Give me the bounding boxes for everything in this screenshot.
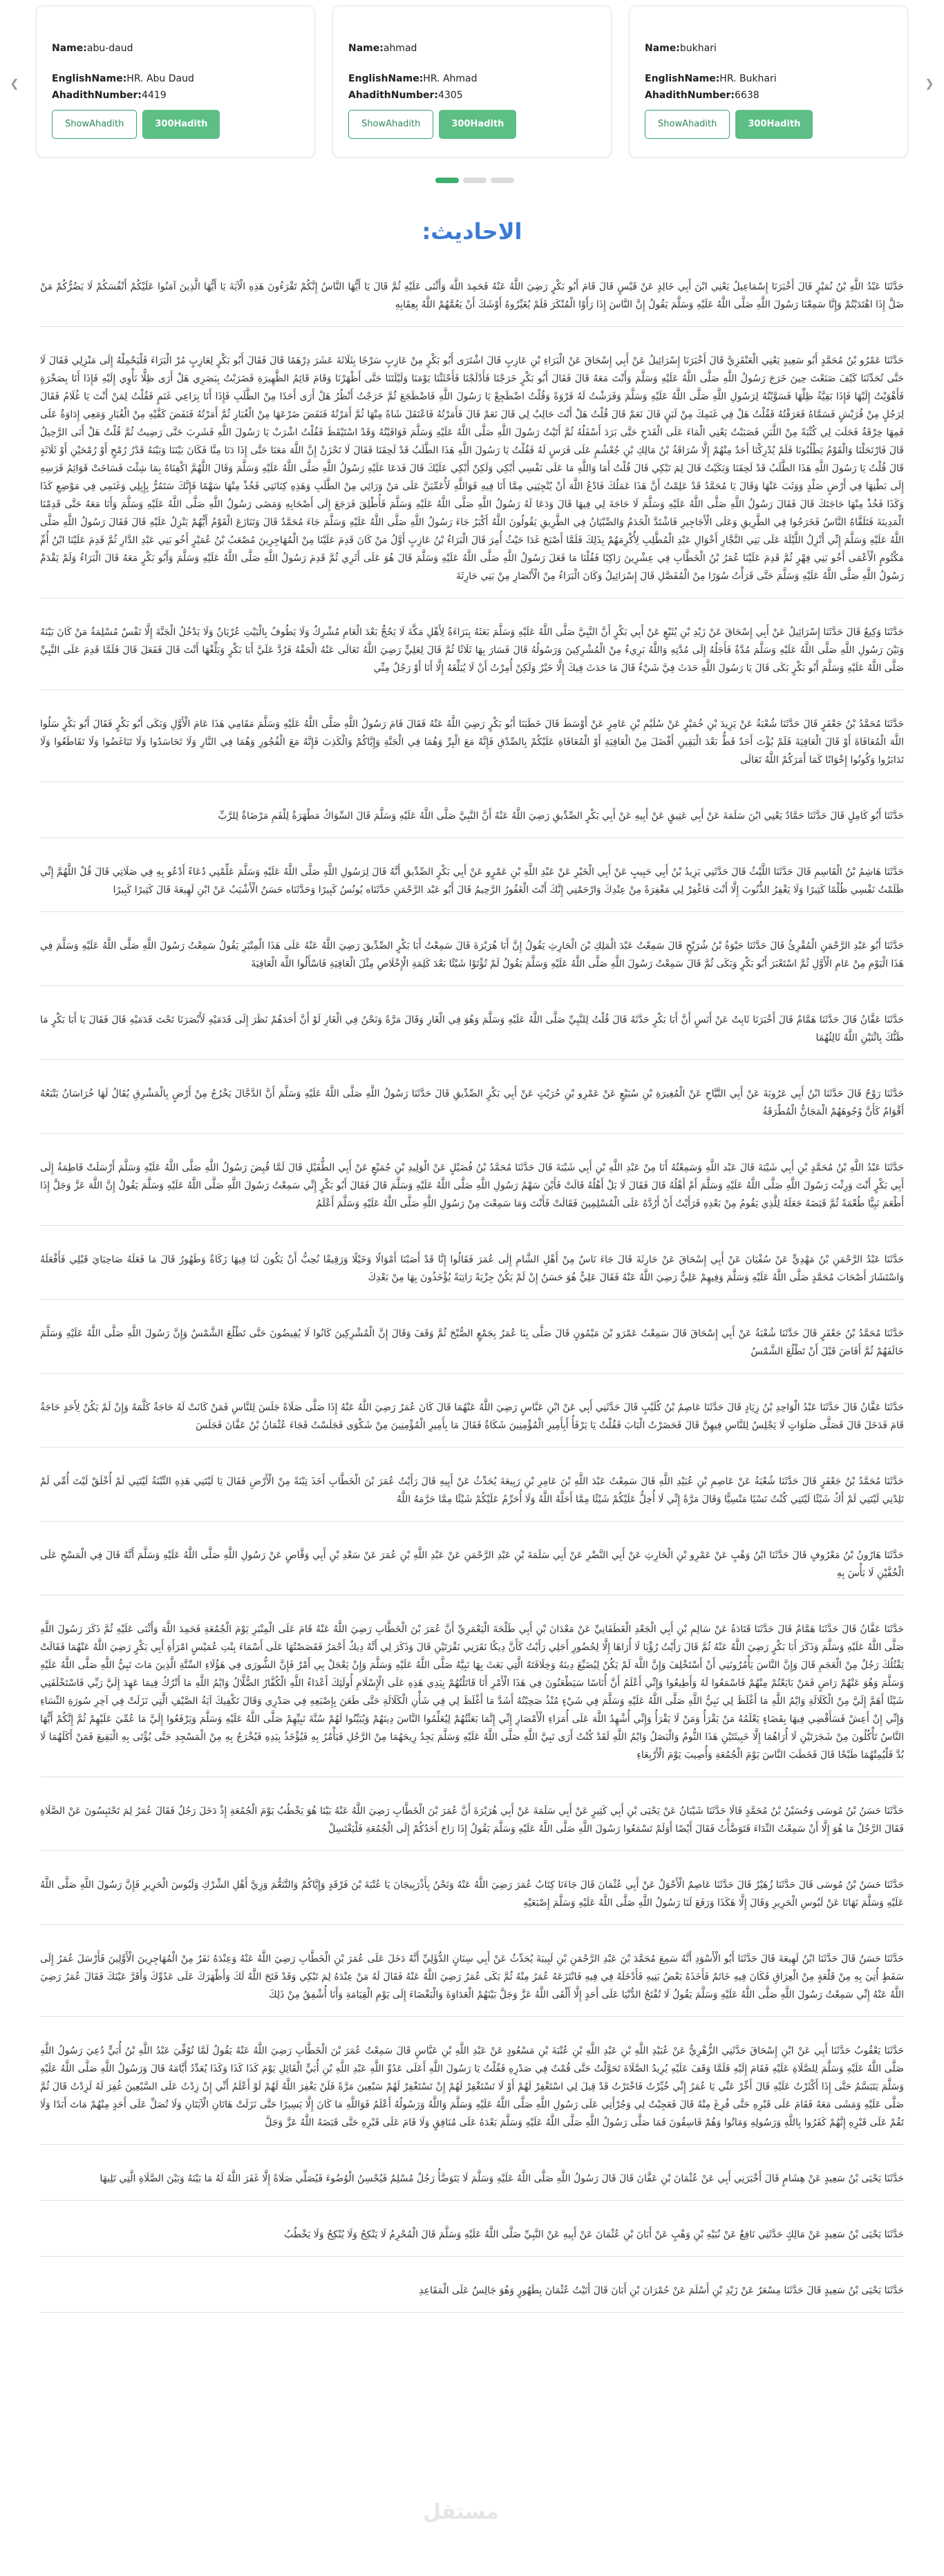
hadith-text: حَدَّثَنَا يَعْقُوبُ حَدَّثَنَا أَبِي عَنْ ابْنِ إِسْحَاقَ حَدَّثَنِي الزُّهْرِيُّ عَنْ عُبَيْدِ اللَّهِ بْنِ عَبْدِ اللَّهِ بْنِ عُتْبَةَ بْنِ مَسْعُودٍ عَنْ عَبْدِ اللَّهِ بْنِ عَبَّاسٍ قَالَ سَمِعْتُ عُمَرَ بْنَ الْخَطَّابِ رَضِيَ اللَّهُ عَنْهُ يَقُولُ لَمَّا تُوُفِّيَ عَبْدُ اللَّهِ بْنُ أُبَيٍّ دُعِيَ رَسُولُ اللَّهِ صَلَّى اللَّهُ عَلَيْهِ وَسَلَّمَ لِلصَّلَاةِ عَلَيْهِ فَقَامَ إِلَيْهِ فَلَمَّا وَقَفَ عَلَيْهِ يُرِيدُ الصَّلَاةَ تَحَوَّلْتُ حَتَّى قُمْتُ فِي صَدْرِهِ فَقُلْتُ يَا رَسُولَ اللَّهِ أَعَلَى عَدُوِّ اللَّهِ عَبْدِ اللَّهِ بْنِ أُبَيٍّ الْقَائِلِ يَوْمَ كَذَا كَذَا وَكَذَا يُعَدِّدُ أَيَّامَهُ قَالَ وَرَسُولُ اللَّهِ صَلَّى اللَّهُ عَلَيْهِ وَسَلَّمَ يَتَبَسَّمُ حَتَّى إِذَا أَكْثَرْتُ عَلَيْهِ قَالَ أَخِّرْ عَنِّي يَا عُمَرُ إِنِّي خُيِّرْتُ فَاخْتَرْتُ قَدْ قِيلَ لِي اسْتَغْفِرْ لَهُمْ أَوْ لَا تَسْتَغْفِرْ لَهُمْ إِنْ تَسْتَغْفِرْ لَهُمْ سَبْعِينَ مَرَّةً فَلَنْ يَغْفِرَ اللَّهُ لَهُمْ لَوْ أَعْلَمُ أَنِّي إِنْ زِدْتُ عَلَى السَّبْعِينَ غُفِرَ لَهُ لَزِدْتُ قَالَ ثُمَّ صَلَّى عَلَيْهِ وَمَشَى مَعَهُ فَقَامَ عَلَى قَبْرِهِ حَتَّى فُرِغَ مِنْهُ قَالَ فَعَجِبْتُ لِي وَجُرْأَتِي عَلَى رَسُولِ اللَّهِ صَلَّى اللَّهُ عَلَيْهِ وَسَلَّمَ وَاللَّهُ وَرَسُولُهُ أَعْلَمُ فَوَاللَّهِ مَا كَانَ إِلَّا يَسِيرًا حَتَّى نَزَلَتْ هَاتَانِ الْآيَتَانِ وَلَا تُصَلِّ عَلَى أَحَدٍ مِنْهُمْ مَاتَ أَبَدًا وَلَا تَقُمْ عَلَى قَبْرِهِ إِنَّهُمْ كَفَرُوا بِاللَّهِ وَرَسُولِهِ وَمَاتُوا وَهُمْ فَاسِقُونَ فَمَا صَلَّى رَسُولُ اللَّهِ صَلَّى اللَّهُ عَلَيْهِ وَسَلَّمَ بَعْدَهُ عَلَى مُنَافِقٍ وَلَا قَامَ عَلَى قَبْرِهِ حَتَّى قَبَضَهُ اللَّهُ عَزَّ وَجَلَّ [40, 2045, 904, 2128]
book-card [36, 6, 315, 158]
hadith-item [40, 1244, 904, 1300]
hadith-text: حَدَّثَنَا رَوْحٌ قَالَ حَدَّثَنَا ابْنُ أَبِي عَرُوبَةَ عَنْ أَبِي التَّيَّاحِ عَنْ الْمُغِيرَةِ بْنِ سُبَيْعٍ عَنْ عَمْرِو بْنِ حُرَيْثٍ عَنْ أَبِي بَكْرٍ الصِّدِّيقِ قَالَ حَدَّثَنَا رَسُولُ اللَّهِ صَلَّى اللَّهُ عَلَيْهِ وَسَلَّمَ أَنَّ الدَّجَّالَ يَخْرُجُ مِنْ أَرْضٍ بِالْمَشْرِقِ يُقَالُ لَهَا خُرَاسَانُ يَتْبَعُهُ أَقْوَامٌ كَأَنَّ وُجُوهَهُمْ الْمَجَانُّ الْمُطْرَقَةُ [40, 1088, 904, 1117]
book-name-row [645, 42, 892, 55]
book-count: 4305 [438, 90, 463, 101]
hadith-text: حَدَّثَنَا هَاشِمُ بْنُ الْقَاسِمِ قَالَ حَدَّثَنَا اللَّيْثُ قَالَ حَدَّثَنِي يَزِيدُ بْنُ أَبِي حَبِيبٍ عَنْ أَبِي الْخَيْرِ عَنْ عَبْدِ اللَّهِ بْنِ عَمْرٍو عَنْ أَبِي بَكْرٍ الصِّدِّيقِ أَنَّهُ قَالَ لِرَسُولِ اللَّهِ صَلَّى اللَّهُ عَلَيْهِ وَسَلَّمَ عَلِّمْنِي دُعَاءً أَدْعُو بِهِ فِي صَلَاتِي قَالَ قُلْ اللَّهُمَّ إِنِّي ظَلَمْتُ نَفْسِي ظُلْمًا كَثِيرًا وَلَا يَغْفِرُ الذُّنُوبَ إِلَّا أَنْتَ فَاغْفِرْ لِي مَغْفِرَةً مِنْ عِنْدِكَ وَارْحَمْنِي إِنَّكَ أَنْتَ الْغَفُورُ الرَّحِيمُ قَالَ أَبُو عَبْد الرَّحْمَنِ حَدَّثَنَاه يُونُسُ كَبِيرًا وَحَدَّثَنَاه حَسَنٌ الْأَشْيَبُ عَنْ ابْنِ لَهِيعَةَ قَالَ كَثِيرًا كَبِيرًا [40, 866, 904, 896]
page-title: الاحاديث: [422, 218, 522, 245]
hadith-text: حَدَّثَنَا عَمْرُو بْنُ مُحَمَّدٍ أَبُو سَعِيدٍ يَعْنِي الْعَنْقَزِيَّ قَالَ أَخْبَرَنَا إِسْرَائِيلُ عَنْ أَبِي إِسْحَاقَ عَنْ الْبَرَاءِ بْنِ عَازِبٍ قَالَ اشْتَرَى أَبُو بَكْرٍ مِنْ عَازِبٍ سَرْجًا بِثَلَاثَةَ عَشَرَ دِرْهَمًا قَالَ فَقَالَ أَبُو بَكْرٍ لِعَازِبٍ مُرْ الْبَرَاءَ فَلْيَحْمِلْهُ إِلَى مَنْزِلِي فَقَالَ لَا حَتَّى تُحَدِّثَنَا كَيْفَ صَنَعْتَ حِينَ خَرَجَ رَسُولُ اللَّهِ صَلَّى اللَّهُ عَلَيْهِ وَسَلَّمَ وَأَنْتَ مَعَهُ قَالَ فَقَالَ أَبُو بَكْرٍ خَرَجْنَا فَأَدْلَجْنَا فَأَحْثَثْنَا يَوْمَنَا وَلَيْلَتَنَا حَتَّى أَظْهَرْنَا وَقَامَ قَائِمُ الظَّهِيرَةِ فَضَرَبْتُ بِبَصَرِي هَلْ أَرَى ظِلًّا نَأْوِي إِلَيْهِ فَإِذَا أَنَا بِصَخْرَةٍ فَأَهْوَيْتُ إِلَيْهَا فَإِذَا بَقِيَّةُ ظِلِّهَا فَسَوَّيْتُهُ لِرَسُولِ اللَّهِ صَلَّى اللَّهُ عَلَيْهِ وَسَلَّمَ وَفَرَشْتُ لَهُ فَرْوَةً وَقُلْتُ اضْطَجِعْ يَا رَسُولَ اللَّهِ فَاضْطَجَعَ ثُمَّ خَرَجْتُ أَنْظُرُ هَلْ أَرَى أَحَدًا مِنْ الطَّلَبِ فَإِذَا أَنَا بِرَاعِي غَنَمٍ فَقُلْتُ لِمَنْ أَنْتَ يَا غُلَامُ فَقَالَ لِرَجُلٍ مِنْ قُرَيْشٍ فَسَمَّاهُ فَعَرَفْتُهُ فَقُلْتُ هَلْ فِي غَنَمِكَ مِنْ لَبَنٍ قَالَ نَعَمْ قَالَ قُلْتُ هَلْ أَنْتَ حَالِبٌ لِي قَالَ نَعَمْ قَالَ فَأَمَرْتُهُ فَاعْتَقَلَ شَاةً مِنْهَا ثُمَّ أَمَرْتُهُ فَنَفَضَ ضَرْعَهَا مِنْ الْغُبَارِ ثُمَّ أَمَرْتُهُ فَنَفَضَ كَفَّيْهِ مِنْ الْغُبَارِ وَمَعِي إِدَاوَةٌ عَلَى فَمِهَا خِرْقَةٌ فَحَلَبَ لِي كُثْبَةً مِنْ اللَّبَنِ فَصَبَبْتُ يَعْنِي الْمَاءَ عَلَى الْقَدَحِ حَتَّى بَرَدَ أَسْفَلُهُ ثُمَّ أَتَيْتُ رَسُولَ اللَّهِ صَلَّى اللَّهُ عَلَيْهِ وَسَلَّمَ فَوَافَيْتُهُ وَقَدْ اسْتَيْقَظَ فَقُلْتُ اشْرَبْ يَا رَسُولَ اللَّهِ فَشَرِبَ حَتَّى رَضِيتُ ثُمَّ قُلْتُ هَلْ أَنَى الرَّحِيلُ قَالَ فَارْتَحَلْنَا وَالْقَوْمُ يَطْلُبُونَا فَلَمْ يُدْرِكْنَا أَحَدٌ مِنْهُمْ إِلَّا سُرَاقَةُ بْنُ مَالِكِ بْنِ جُعْشُمٍ عَلَى فَرَسٍ لَهُ فَقُلْتُ يَا رَسُولَ اللَّهِ هَذَا الطَّلَبُ قَدْ لَحِقَنَا فَقَالَ لَا تَحْزَنْ إِنَّ اللَّهَ مَعَنَا حَتَّى إِذَا دَنَا مِنَّا فَكَانَ بَيْنَنَا وَبَيْنَهُ قَدْرُ رُمْحٍ أَوْ رُمْحَيْنِ أَوْ ثَلَاثَةٍ قَالَ قُلْتُ يَا رَسُولَ اللَّهِ هَذَا الطَّلَبُ قَدْ لَحِقَنَا وَبَكَيْتُ قَالَ لِمَ تَبْكِي قَالَ قُلْتُ أَمَا وَاللَّهِ مَا عَلَى نَفْسِي أَبْكِي وَلَكِنْ أَبْكِي عَلَيْكَ قَالَ فَدَعَا عَلَيْهِ رَسُولُ اللَّهِ صَلَّى اللَّهُ عَلَيْهِ وَسَلَّمَ وَقَالَ اللَّهُمَّ اكْفِنَاهُ بِمَا شِئْتَ فَسَاخَتْ قَوَائِمُ فَرَسِهِ إِلَى بَطْنِهَا فِي أَرْضٍ صَلْدٍ وَوَثَبَ عَنْهَا وَقَالَ يَا مُحَمَّدُ قَدْ عَلِمْتُ أَنَّ هَذَا عَمَلُكَ فَادْعُ اللَّهَ أَنْ يُنْجِيَنِي مِمَّا أَنَا فِيهِ فَوَاللَّهِ لَأُعَمِّيَنَّ عَلَى مَنْ وَرَائِي مِنْ الطَّلَبِ وَهَذِهِ كِنَانَتِي فَخُذْ مِنْهَا سَهْمًا فَإِنَّكَ سَتَمُرُّ بِإِبِلِي وَغَنَمِي فِي مَوْضِعِ كَذَا وَكَذَا فَخُذْ مِنْهَا حَاجَتَكَ قَالَ فَقَالَ رَسُولُ اللَّهِ صَلَّى اللَّهُ عَلَيْهِ وَسَلَّمَ لَا حَاجَةَ لِي فِيهَا قَالَ وَدَعَا لَهُ رَسُولُ اللَّهِ صَلَّى اللَّهُ عَلَيْهِ وَسَلَّمَ فَأُطْلِقَ فَرَجَعَ إِلَى أَصْحَابِهِ وَمَضَى رَسُولُ اللَّهِ صَلَّى اللَّهُ عَلَيْهِ وَسَلَّمَ وَأَنَا مَعَهُ حَتَّى قَدِمْنَا الْمَدِينَةَ فَتَلَقَّاهُ النَّاسُ فَخَرَجُوا فِي الطَّرِيقِ وَعَلَى الْأَجَاجِيرِ فَاشْتَدَّ الْخَدَمُ وَالصِّبْيَانُ فِي الطَّرِيقِ يَقُولُونَ اللَّهُ أَكْبَرُ جَاءَ رَسُولُ اللَّهِ صَلَّى اللَّهُ عَلَيْهِ وَسَلَّمَ جَاءَ مُحَمَّدٌ قَالَ وَتَنَازَعَ الْقَوْمُ أَيُّهُمْ يَنْزِلُ عَلَيْهِ قَالَ فَقَالَ رَسُولُ اللَّهِ صَلَّى اللَّهُ عَلَيْهِ وَسَلَّمَ إِنِّي أَنْزِلُ اللَّيْلَةَ عَلَى بَنِي النَّجَّارِ أَخْوَالِ عَبْدِ الْمُطَّلِبِ لِأُكْرِمَهُمْ بِذَلِكَ فَلَمَّا أَصْبَحَ غَدَا حَيْثُ أُمِرَ قَالَ الْبَرَاءُ بْنُ عَازِبٍ أَوَّلُ مَنْ كَانَ قَدِمَ عَلَيْنَا مِنْ الْمُهَاجِرِينَ مُصْعَبُ بْنُ عُمَيْرٍ أَخُو بَنِي عَبْدِ الدَّارِ ثُمَّ قَدِمَ عَلَيْنَا ابْنُ أُمِّ مَكْتُومٍ الْأَعْمَى أَخُو بَنِي فِهْرٍ ثُمَّ قَدِمَ عَلَيْنَا عُمَرُ بْنُ الْخَطَّابِ فِي عِشْرِينَ رَاكِبًا فَقُلْنَا مَا فَعَلَ رَسُولُ اللَّهِ صَلَّى اللَّهُ عَلَيْهِ وَسَلَّمَ قَالَ هُوَ عَلَى أَثَرِي ثُمَّ قَدِمَ رَسُولُ اللَّهِ صَلَّى اللَّهُ عَلَيْهِ وَسَلَّمَ وَأَبُو بَكْرٍ مَعَهُ قَالَ الْبَرَاءُ وَلَمْ يَقْدَمْ رَسُولُ اللَّهِ صَلَّى اللَّهُ عَلَيْهِ وَسَلَّمَ حَتَّى قَرَأْتُ سُوَرًا مِنْ الْمُفَصَّلِ قَالَ إِسْرَائِيلُ وَكَانَ الْبَرَاءُ مِنْ الْأَنْصَارِ مِنْ بَنِي حَارِثَةَ [40, 355, 904, 582]
hadith-item [40, 1943, 904, 2017]
hadith-text: حَدَّثَنَا هَارُونُ بْنُ مَعْرُوفٍ قَالَ حَدَّثَنَا ابْنُ وَهْبٍ عَنْ عَمْرِو بْنِ الْحَارِثِ عَنْ أَبِي النَّضْرِ عَنْ أَبِي سَلَمَةَ بْنِ عَبْدِ الرَّحْمَنِ عَنْ عَبْدِ اللَّهِ بْنِ عُمَرَ عَنْ سَعْدِ بْنِ أَبِي وَقَّاصٍ عَنْ رَسُولِ اللَّهِ صَلَّى اللَّهُ عَلَيْهِ وَسَلَّمَ أَنَّهُ قَالَ فِي الْمَسْحِ عَلَى الْخُفَّيْنِ لَا بَأْسَ بِهِ [40, 1550, 904, 1579]
book-english-name: HR. Ahmad [423, 73, 478, 84]
card-actions [645, 110, 892, 139]
hadith-text: حَدَّثَنَا عَبْدُ الرَّحْمَنِ بْنُ مَهْدِيٍّ عَنْ سُفْيَانَ عَنْ أَبِي إِسْحَاقَ عَنْ حَارِثَةَ قَالَ جَاءَ نَاسٌ مِنْ أَهْلِ الشَّامِ إِلَى عُمَرَ فَقَالُوا إِنَّا قَدْ أَصَبْنَا أَمْوَالًا وَخَيْلًا وَرَقِيقًا نُحِبُّ أَنْ يَكُونَ لَنَا فِيهَا زَكَاةٌ وَطَهُورٌ قَالَ مَا فَعَلَهُ صَاحِبَايَ قَبْلِي فَأَفْعَلَهُ وَاسْتَشَارَ أَصْحَابَ مُحَمَّدٍ صَلَّى اللَّهُ عَلَيْهِ وَسَلَّمَ وَفِيهِمْ عَلِيٌّ رَضِيَ اللَّهُ عَنْهُ فَقَالَ عَلِيٌّ هُوَ حَسَنٌ إِنْ لَمْ يَكُنْ جِزْيَةً رَاتِبَةً يُؤْخَذُونَ بِهَا مِنْ بَعْدِكَ [40, 1254, 904, 1283]
book-english-row [348, 73, 596, 85]
card-actions [52, 110, 299, 139]
book-count: 6638 [735, 90, 759, 101]
hadith-text: حَدَّثَنَا مُحَمَّدُ بْنُ جَعْفَرٍ قَالَ حَدَّثَنَا شُعْبَةُ عَنْ يَزِيدَ بْنِ خُمَيْرٍ عَنْ سُلَيْمِ بْنِ عَامِرٍ عَنْ أَوْسَطَ قَالَ خَطَبَنَا أَبُو بَكْرٍ رَضِيَ اللَّهُ عَنْهُ فَقَالَ قَامَ رَسُولُ اللَّهِ صَلَّى اللَّهُ عَلَيْهِ وَسَلَّمَ مَقَامِي هَذَا عَامَ الْأَوَّلِ وَبَكَى أَبُو بَكْرٍ فَقَالَ أَبُو بَكْرٍ سَلُوا اللَّهَ الْمُعَافَاةَ أَوْ قَالَ الْعَافِيَةَ فَلَمْ يُؤْتَ أَحَدٌ قَطُّ بَعْدَ الْيَقِينِ أَفْضَلَ مِنْ الْعَافِيَةِ أَوْ الْمُعَافَاةِ عَلَيْكُمْ بِالصِّدْقِ فَإِنَّهُ مَعَ الْبِرِّ وَهُمَا فِي الْجَنَّةِ وَإِيَّاكُمْ وَالْكَذِبَ فَإِنَّهُ مَعَ الْفُجُورِ وَهُمَا فِي النَّارِ وَلَا تَحَاسَدُوا وَلَا تَبَاغَضُوا وَلَا تَقَاطَعُوا وَلَا تَدَابَرُوا وَكُونُوا إِخْوَانًا كَمَا أَمَرَكُمْ اللَّهُ تَعَالَى [40, 719, 904, 766]
hadith-item [40, 1392, 904, 1448]
count-label: AhadithNumber: [645, 90, 735, 101]
book-english-row [645, 73, 892, 85]
card-actions [348, 110, 596, 139]
hadith-text: حَدَّثَنَا أَبُو كَامِلٍ قَالَ حَدَّثَنَا حَمَّادٌ يَعْنِي ابْنَ سَلَمَةَ عَنْ أَبِي عَتِيقٍ عَنْ أَبِيهِ عَنْ أَبِي بَكْرٍ الصِّدِّيقِ رَضِيَ اللَّهُ عَنْهُ أَنَّ النَّبِيَّ صَلَّى اللَّهُ عَلَيْهِ وَسَلَّمَ قَالَ السِّوَاكُ مَطْهَرَةٌ لِلْفَمِ مَرْضَاةٌ لِلرَّبِّ [218, 811, 904, 822]
book-name-row [348, 42, 596, 55]
hadith-item [40, 2035, 904, 2145]
book-cards [36, 6, 908, 158]
hadith-text: حَدَّثَنَا أَبُو عَبْدِ الرَّحْمَنِ الْمُقْرِئُ قَالَ حَدَّثَنَا حَيْوَةُ بْنُ شُرَيْحٍ قَالَ سَمِعْتُ عَبْدَ الْمَلِكِ بْنَ الْحَارِثِ يَقُولُ إِنَّ أَبَا هُرَيْرَةَ قَالَ سَمِعْتُ أَبَا بَكْرٍ الصِّدِّيقَ رَضِيَ اللَّهُ عَنْهُ عَلَى هَذَا الْمِنْبَرِ يَقُولُ سَمِعْتُ رَسُولَ اللَّهِ صَلَّى اللَّهُ عَلَيْهِ وَسَلَّمَ فِي هَذَا الْيَوْمِ مِنْ عَامِ الْأَوَّلِ ثُمَّ اسْتَعْبَرَ أَبُو بَكْرٍ وَبَكَى ثُمَّ قَالَ سَمِعْتُ رَسُولَ اللَّهِ صَلَّى اللَّهُ عَلَيْهِ وَسَلَّمَ يَقُولُ لَمْ تُؤْتَوْا شَيْئًا بَعْدَ كَلِمَةِ الْإِخْلَاصِ مِثْلَ الْعَافِيَةِ فَاسْأَلُوا اللَّهَ الْعَافِيَةَ [40, 940, 904, 969]
hadith-300-button[interactable]: 300Hadith [142, 110, 220, 139]
count-label: AhadithNumber: [348, 90, 439, 101]
show-ahadith-button[interactable]: ShowAhadith [348, 110, 433, 139]
book-english-row [52, 73, 299, 85]
hadith-item [40, 1795, 904, 1851]
hadith-item [40, 800, 904, 838]
hadith-300-button[interactable]: 300Hadith [439, 110, 516, 139]
book-english-name: HR. Abu Daud [126, 73, 194, 84]
carousel-dot-1[interactable] [435, 178, 459, 183]
hadith-item [40, 708, 904, 782]
hadith-300-button[interactable]: 300Hadith [735, 110, 813, 139]
hadith-text: حَدَّثَنَا مُحَمَّدُ بْنُ جَعْفَرٍ قَالَ حَدَّثَنَا شُعْبَةُ عَنْ أَبِي إِسْحَاقَ قَالَ سَمِعْتُ عَمْرَو بْنَ مَيْمُونٍ قَالَ صَلَّى بِنَا عُمَرُ بِجَمْعٍ الصُّبْحَ ثُمَّ وَقَفَ وَقَالَ إِنَّ الْمُشْرِكِينَ كَانُوا لَا يُفِيضُونَ حَتَّى تَطْلُعَ الشَّمْسُ وَإِنَّ رَسُولَ اللَّهِ صَلَّى اللَّهُ عَلَيْهِ وَسَلَّمَ خَالَفَهُمْ ثُمَّ أَفَاضَ قَبْلَ أَنْ تَطْلُعَ الشَّمْسُ [40, 1328, 904, 1357]
carousel-dot-3[interactable] [491, 178, 514, 183]
hadith-list [40, 271, 904, 2576]
carousel-pagination [435, 173, 518, 178]
hadith-text: حَدَّثَنَا وَكِيعٌ قَالَ حَدَّثَنَا إِسْرَائِيلُ عَنْ أَبِي إِسْحَاقَ عَنْ زَيْدِ بْنِ يُثَيْعٍ عَنْ أَبِي بَكْرٍ أَنَّ النَّبِيَّ صَلَّى اللَّهُ عَلَيْهِ وَسَلَّمَ بَعَثَهُ بِبَرَاءَةٌ لِأَهْلِ مَكَّةَ لَا يَحُجُّ بَعْدَ الْعَامِ مُشْرِكٌ وَلَا يَطُوفُ بِالْبَيْتِ عُرْيَانٌ وَلَا يَدْخُلُ الْجَنَّةَ إِلَّا نَفْسٌ مُسْلِمَةٌ مَنْ كَانَ بَيْنَهُ وَبَيْنَ رَسُولِ اللَّهِ صَلَّى اللَّهُ عَلَيْهِ وَسَلَّمَ مُدَّةٌ فَأَجَلُهُ إِلَى مُدَّتِهِ وَاللَّهُ بَرِيءٌ مِنْ الْمُشْرِكِينَ وَرَسُولُهُ قَالَ فَسَارَ بِهَا ثَلَاثًا ثُمَّ قَالَ لِعَلِيٍّ رَضِيَ اللَّهُ تَعَالَى عَنْهُ الْحَقْهُ فَرُدَّ عَلَيَّ أَبَا بَكْرٍ وَبَلِّغْهَا أَنْتَ قَالَ فَفَعَلَ قَالَ فَلَمَّا قَدِمَ عَلَى النَّبِيِّ صَلَّى اللَّهُ عَلَيْهِ وَسَلَّمَ أَبُو بَكْرٍ بَكَى قَالَ يَا رَسُولَ اللَّهِ حَدَثَ فِيَّ شَيْءٌ قَالَ مَا حَدَثَ فِيكَ إِلَّا خَيْرٌ وَلَكِنْ أُمِرْتُ أَنْ لَا يُبَلِّغَهُ إِلَّا أَنَا أَوْ رَجُلٌ مِنِّي [40, 627, 904, 674]
hadith-item [40, 856, 904, 912]
hadith-text: حَدَّثَنَا حَسَنٌ قَالَ حَدَّثَنَا ابْنُ لَهِيعَةَ قَالَ حَدَّثَنَا أَبُو الْأَسْوَدِ أَنَّهُ سَمِعَ مُحَمَّدَ بْنَ عَبْدِ الرَّحْمَنِ بْنِ لَبِيبَةَ يُحَدِّثُ عَنْ أَبِي سِنَانٍ الدُّؤَلِيِّ أَنَّهُ دَخَلَ عَلَى عُمَرَ بْنِ الْخَطَّابِ رَضِيَ اللَّهُ عَنْهُ وَعِنْدَهُ نَفَرٌ مِنْ الْمُهَاجِرِينَ الْأَوَّلِينَ فَأَرْسَلَ عُمَرُ إِلَى سَفَطٍ أُتِيَ بِهِ مِنْ قَلْعَةٍ مِنْ الْعِرَاقِ فَكَانَ فِيهِ خَاتَمٌ فَأَخَذَهُ بَعْضُ بَنِيهِ فَأَدْخَلَهُ فِي فِيهِ فَانْتَزَعَهُ عُمَرُ مِنْهُ ثُمَّ بَكَى عُمَرُ رَضِيَ اللَّهُ عَنْهُ فَقَالَ لَهُ مَنْ عِنْدَهُ لِمَ تَبْكِي وَقَدْ فَتَحَ اللَّهُ لَكَ وَأَظْهَرَكَ عَلَى عَدُوِّكَ وَأَقَرَّ عَيْنَكَ فَقَالَ عُمَرُ رَضِيَ اللَّهُ عَنْهُ إِنِّي سَمِعْتُ رَسُولَ اللَّهِ صَلَّى اللَّهُ عَلَيْهِ وَسَلَّمَ يَقُولُ لَا تُفْتَحُ الدُّنْيَا عَلَى أَحَدٍ إِلَّا أَلْقَى اللَّهُ عَزَّ وَجَلَّ بَيْنَهُمْ الْعَدَاوَةَ وَالْبَغْضَاءَ إِلَى يَوْمِ الْقِيَامَةِ وَأَنَا أُشْفِقُ مِنْ ذَلِكَ [40, 1953, 904, 2000]
hadith-item [40, 1318, 904, 1374]
book-count-row [348, 89, 596, 102]
hadith-text: حَدَّثَنَا عَفَّانُ قَالَ حَدَّثَنَا عَبْدُ الْوَاحِدِ بْنُ زِيَادٍ قَالَ حَدَّثَنَا عَاصِمُ بْنُ كُلَيْبٍ قَالَ حَدَّثَنِي أَبِي عَنْ ابْنِ عَبَّاسٍ رَضِيَ اللَّهُ عَنْهُمَا قَالَ كَانَ عُمَرُ رَضِيَ اللَّهُ عَنْهُ إِذَا صَلَّى صَلَاةً جَلَسَ لِلنَّاسِ فَمَنْ كَانَتْ لَهُ حَاجَةٌ كَلَّمَهُ وَإِنْ لَمْ يَكُنْ لِأَحَدٍ حَاجَةٌ قَامَ فَدَخَلَ قَالَ فَصَلَّى صَلَوَاتٍ لَا يَجْلِسُ لِلنَّاسِ فِيهِنَّ قَالَ فَحَضَرْتُ الْبَابَ فَقُلْتُ يَا يَرْفَأُ أَبِأَمِيرِ الْمُؤْمِنِينَ شَكَاةٌ فَقَالَ مَا بِأَمِيرِ الْمُؤْمِنِينَ مِنْ شَكْوَى فَجَلَسْتُ فَجَاءَ عُثْمَانُ بْنُ عَفَّانَ فَجَلَسَ [40, 1402, 904, 1431]
hadith-text: حَدَّثَنَا مُحَمَّدُ بْنُ جَعْفَرٍ قَالَ حَدَّثَنَا شُعْبَةُ عَنْ عَاصِمِ بْنِ عُبَيْدِ اللَّهِ قَالَ سَمِعْتُ عَبْدَ اللَّهِ بْنَ عَامِرِ بْنِ رَبِيعَةَ يُحَدِّثُ عَنْ أَبِيهِ قَالَ رَأَيْتُ عُمَرَ بْنَ الْخَطَّابِ أَخَذَ تِبْنَةً مِنْ الْأَرْضِ فَقَالَ يَا لَيْتَنِي هَذِهِ التِّبْنَةُ لَيْتَنِي لَمْ أُخْلَقْ لَيْتَ أُمِّي لَمْ تَلِدْنِي لَيْتَنِي لَمْ أَكُ شَيْئًا لَيْتَنِي كُنْتُ نَسْيًا مَنْسِيًّا وَقَالَ مَرَّةً إِنِّي لَا أُخِلُّ عَلَيْكُمْ شَيْئًا مِمَّا أَحَلَّهُ اللَّهُ وَلَا أُحَرِّمُ عَلَيْكُمْ شَيْئًا مِمَّا حَرَّمَهُ اللَّهُ [40, 1476, 904, 1505]
book-name-row [52, 42, 299, 55]
hadith-item [40, 2275, 904, 2313]
name-label: Name: [348, 43, 384, 54]
hadith-item [40, 1869, 904, 1925]
hadith-item [40, 1004, 904, 1060]
hadith-item [40, 2219, 904, 2257]
hadith-item [40, 1466, 904, 1522]
english-label: EnglishName: [52, 73, 127, 84]
book-card [629, 6, 908, 158]
hadith-text: حَدَّثَنَا عَفَّانُ قَالَ حَدَّثَنَا هَمَّامٌ قَالَ أَخْبَرَنَا ثَابِتٌ عَنْ أَنَسٍ أَنَّ أَبَا بَكْرٍ حَدَّثَهُ قَالَ قُلْتُ لِلنَّبِيِّ صَلَّى اللَّهُ عَلَيْهِ وَسَلَّمَ وَهُوَ فِي الْغَارِ وَقَالَ مَرَّةً وَنَحْنُ فِي الْغَارِ لَوْ أَنَّ أَحَدَهُمْ نَظَرَ إِلَى قَدَمَيْهِ لَأَبْصَرَنَا تَحْتَ قَدَمَيْهِ قَالَ فَقَالَ يَا أَبَا بَكْرٍ مَا ظَنُّكَ بِاثْنَيْنِ اللَّهُ ثَالِثُهُمَا [40, 1014, 904, 1043]
chevron-right-icon[interactable]: ❯ [925, 77, 934, 90]
hadith-item [40, 2163, 904, 2201]
book-count: 4419 [142, 90, 167, 101]
hadith-text: حَدَّثَنَا حَسَنُ بْنُ مُوسَى قَالَ حَدَّثَنَا زُهَيْرٌ قَالَ حَدَّثَنَا عَاصِمٌ الْأَحْوَلُ عَنْ أَبِي عُثْمَانَ قَالَ جَاءَنَا كِتَابُ عُمَرَ رَضِيَ اللَّهُ عَنْهُ وَنَحْنُ بِأَذْرَبِيجَانَ يَا عُتْبَةَ بْنَ فَرْقَدٍ وَإِيَّاكُمْ وَالتَّنَعُّمَ وَزِيَّ أَهْلِ الشِّرْكِ وَلَبُوسَ الْحَرِيرِ فَإِنَّ رَسُولَ اللَّهِ صَلَّى اللَّهُ عَلَيْهِ وَسَلَّمَ نَهَانَا عَنْ لَبُوسِ الْحَرِيرِ وَقَالَ إِلَّا هَكَذَا وَرَفَعَ لَنَا رَسُولُ اللَّهِ صَلَّى اللَّهُ عَلَيْهِ وَسَلَّمَ إِصْبَعَيْهِ [40, 1879, 904, 1909]
hadith-item [40, 616, 904, 690]
chevron-left-icon[interactable]: ❮ [10, 77, 19, 90]
hadith-item [40, 1078, 904, 1134]
carousel-dot-2[interactable] [463, 178, 487, 183]
english-label: EnglishName: [348, 73, 424, 84]
show-ahadith-button[interactable]: ShowAhadith [52, 110, 137, 139]
hadith-item [40, 345, 904, 598]
hadith-text: حَدَّثَنَا يَحْيَى بْنُ سَعِيدٍ قَالَ حَدَّثَنَا مِسْعَرٌ عَنْ زَيْدِ بْنِ أَسْلَمَ عَنْ حُمْرَانَ بْنِ أَبَانَ قَالَ أَتَيْتُ عُثْمَانَ بِطَهُورٍ وَهُوَ جَالِسٌ عَلَى الْمَقَاعِدِ [419, 2285, 904, 2296]
hadith-text: حَدَّثَنَا عَفَّانُ قَالَ حَدَّثَنَا هَمَّامٌ قَالَ حَدَّثَنَا قَتَادَةُ عَنْ سَالِمِ بْنِ أَبِي الْجَعْدِ الْغَطَفَانِيِّ عَنْ مَعْدَانَ بْنِ أَبِي طَلْحَةَ الْيَعْمَرِيِّ أَنَّ عُمَرَ بْنَ الْخَطَّابِ رَضِيَ اللَّهُ عَنْهُ قَامَ عَلَى الْمِنْبَرِ يَوْمَ الْجُمُعَةِ فَحَمِدَ اللَّهَ وَأَثْنَى عَلَيْهِ ثُمَّ ذَكَرَ رَسُولَ اللَّهِ صَلَّى اللَّهُ عَلَيْهِ وَسَلَّمَ وَذَكَرَ أَبَا بَكْرٍ رَضِيَ اللَّهُ عَنْهُ ثُمَّ قَالَ رَأَيْتُ رُؤْيَا لَا أُرَاهَا إِلَّا لِحُضُورِ أَجَلِي رَأَيْتُ كَأَنَّ دِيكًا نَقَرَنِي نَقْرَتَيْنِ قَالَ وَذَكَرَ لِي أَنَّهُ دِيكٌ أَحْمَرُ فَقَصَصْتُهَا عَلَى أَسْمَاءَ بِنْتِ عُمَيْسٍ امْرَأَةِ أَبِي بَكْرٍ رَضِيَ اللَّهُ عَنْهُمَا فَقَالَتْ يَقْتُلُكَ رَجُلٌ مِنْ الْعَجَمِ قَالَ وَإِنَّ النَّاسَ يَأْمُرُونَنِي أَنْ أَسْتَخْلِفَ وَإِنَّ اللَّهَ لَمْ يَكُنْ لِيُضَيِّعَ دِينَهُ وَخِلَافَتَهُ الَّتِي بَعَثَ بِهَا نَبِيَّهُ صَلَّى اللَّهُ عَلَيْهِ وَسَلَّمَ وَإِنْ يَعْجَلْ بِي أَمْرٌ فَإِنَّ الشُّورَى فِي هَؤُلَاءِ السِّتَّةِ الَّذِينَ مَاتَ نَبِيُّ اللَّهِ صَلَّى اللَّهُ عَلَيْهِ وَسَلَّمَ وَهُوَ عَنْهُمْ رَاضٍ فَمَنْ بَايَعْتُمْ مِنْهُمْ فَاسْمَعُوا لَهُ وَأَطِيعُوا وَإِنِّي أَعْلَمُ أَنَّ أُنَاسًا سَيَطْعَنُونَ فِي هَذَا الْأَمْرِ أَنَا قَاتَلْتُهُمْ بِيَدِي هَذِهِ عَلَى الْإِسْلَامِ أُولَئِكَ أَعْدَاءُ اللَّهِ الْكُفَّارُ الضُّلَّالُ وَايْمُ اللَّهِ مَا أَتْرُكُ فِيمَا عَهِدَ إِلَيَّ رَبِّي فَاسْتَخْلَفَنِي شَيْئًا أَهَمَّ إِلَيَّ مِنْ الْكَلَالَةِ وَايْمُ اللَّهِ مَا أَغْلَظَ لِي نَبِيُّ اللَّهِ صَلَّى اللَّهُ عَلَيْهِ وَسَلَّمَ فِي شَيْءٍ مُنْذُ صَحِبْتُهُ أَشَدَّ مَا أَغْلَظَ لِي فِي شَأْنِ الْكَلَالَةِ حَتَّى طَعَنَ بِإِصْبَعِهِ فِي صَدْرِي وَقَالَ تَكْفِيكَ آيَةُ الصَّيْفِ الَّتِي نَزَلَتْ فِي آخِرِ سُورَةِ النِّسَاءِ وَإِنِّي إِنْ أَعِشْ فَسَأَقْضِي فِيهَا بِقَضَاءٍ يَعْلَمُهُ مَنْ يَقْرَأُ وَمَنْ لَا يَقْرَأُ وَإِنِّي أُشْهِدُ اللَّهَ عَلَى أُمَرَاءِ الْأَمْصَارِ إِنِّي إِنَّمَا بَعَثْتُهُمْ لِيُعَلِّمُوا النَّاسَ دِينَهُمْ وَيُبَيِّنُوا لَهُمْ سُنَّةَ نَبِيِّهِمْ صَلَّى اللَّهُ عَلَيْهِ وَسَلَّمَ وَيَرْفَعُوا إِلَيَّ مَا عُمِّيَ عَلَيْهِمْ ثُمَّ إِنَّكُمْ أَيُّهَا النَّاسُ تَأْكُلُونَ مِنْ شَجَرَتَيْنِ لَا أُرَاهُمَا إِلَّا خَبِيثَتَيْنِ هَذَا الثُّومُ وَالْبَصَلُ وَايْمُ اللَّهِ لَقَدْ كُنْتُ أَرَى نَبِيَّ اللَّهِ صَلَّى اللَّهُ عَلَيْهِ وَسَلَّمَ يَجِدُ رِيحَهُمَا مِنْ الرَّجُلِ فَيَأْمُرُ بِهِ فَيُؤْخَذُ بِيَدِهِ فَيُخْرَجُ بِهِ مِنْ الْمَسْجِدِ حَتَّى يُؤْتَى بِهِ الْبَقِيعَ فَمَنْ أَكَلَهُمَا لَا بُدَّ فَلْيُمِتْهُمَا طَبْخًا قَالَ فَخَطَبَ النَّاسَ يَوْمَ الْجُمُعَةِ وَأُصِيبَ يَوْمَ الْأَرْبِعَاءِ [40, 1624, 904, 1761]
hadith-item [40, 1152, 904, 1226]
book-name: ahmad [383, 43, 417, 54]
english-label: EnglishName: [645, 73, 720, 84]
hadith-item [40, 271, 904, 327]
hadith-item [40, 1613, 904, 1777]
hadith-item [40, 1540, 904, 1595]
show-ahadith-button[interactable]: ShowAhadith [645, 110, 730, 139]
hadith-text: حَدَّثَنَا يَحْيَى بْنُ سَعِيدٍ عَنْ مَالِكٍ حَدَّثَنِي نَافِعٌ عَنْ نُبَيْهِ بْنِ وَهْبٍ عَنْ أَبَانَ بْنِ عُثْمَانَ عَنْ أَبِيهِ عَنْ النَّبِيِّ صَلَّى اللَّهُ عَلَيْهِ وَسَلَّمَ قَالَ الْمُحْرِمُ لَا يَنْكِحُ وَلَا يُنْكِحُ وَلَا يَخْطُبُ [284, 2229, 904, 2240]
book-card [332, 6, 612, 158]
hadith-text: حَدَّثَنَا حَسَنُ بْنُ مُوسَى وَحُسَيْنُ بْنُ مُحَمَّدٍ قَالَا حَدَّثَنَا شَيْبَانُ عَنْ يَحْيَى بْنِ أَبِي كَثِيرٍ عَنْ أَبِي سَلَمَةَ عَنْ أَبِي هُرَيْرَةَ أَنَّ عُمَرَ بْنَ الْخَطَّابِ رَضِيَ اللَّهُ عَنْهُ بَيْنَا هُوَ يَخْطُبُ يَوْمَ الْجُمُعَةِ إِذْ دَخَلَ رَجُلٌ فَقَالَ عُمَرُ لِمَ تَحْتَبِسُونَ عَنْ الصَّلَاةِ فَقَالَ الرَّجُلُ مَا هُوَ إِلَّا أَنْ سَمِعْتُ النِّدَاءَ فَتَوَضَّأْتُ فَقَالَ أَيْضًا أَوَلَمْ تَسْمَعُوا رَسُولَ اللَّهِ صَلَّى اللَّهُ عَلَيْهِ وَسَلَّمَ يَقُولُ إِذَا رَاحَ أَحَدُكُمْ إِلَى الْجُمُعَةِ فَلْيَغْتَسِلْ [40, 1806, 904, 1835]
name-label: Name: [52, 43, 87, 54]
hadith-item [40, 930, 904, 986]
watermark: مستقل [423, 2500, 499, 2524]
name-label: Name: [645, 43, 680, 54]
hadith-text: حَدَّثَنَا عَبْدُ اللَّهِ بْنُ نُمَيْرٍ قَالَ أَخْبَرَنَا إِسْمَاعِيلُ يَعْنِي ابْنَ أَبِي خَالِدٍ عَنْ قَيْسٍ قَالَ قَامَ أَبُو بَكْرٍ رَضِيَ اللَّهُ عَنْهُ فَحَمِدَ اللَّهَ وَأَثْنَى عَلَيْهِ ثُمَّ قَالَ يَا أَيُّهَا النَّاسُ إِنَّكُمْ تَقْرَءُونَ هَذِهِ الْآيَةَ يَا أَيُّهَا الَّذِينَ آمَنُوا عَلَيْكُمْ أَنْفُسَكُمْ لَا يَضُرُّكُمْ مَنْ ضَلَّ إِذَا اهْتَدَيْتُمْ وَإِنَّا سَمِعْنَا رَسُولَ اللَّهِ صَلَّى اللَّهُ عَلَيْهِ وَسَلَّمَ يَقُولُ إِنَّ النَّاسَ إِذَا رَأَوْا الْمُنْكَرَ فَلَمْ يُغَيِّرُوهُ أَوْشَكَ أَنْ يَعُمَّهُمْ اللَّهُ بِعِقَابِهِ [40, 281, 904, 310]
book-name: bukhari [679, 43, 717, 54]
book-name: abu-daud [86, 43, 133, 54]
book-count-row [52, 89, 299, 102]
book-english-name: HR. Bukhari [719, 73, 777, 84]
book-count-row [645, 89, 892, 102]
hadith-text: حَدَّثَنَا عَبْدُ اللَّهِ بْنُ مُحَمَّدٍ بْنِ أَبِي شَيْبَةَ قَالَ عَبْد اللَّهِ وَسَمِعْتُهُ أَنَا مِنْ عَبْدِ اللَّهِ بْنِ أَبِي شَيْبَةَ قَالَ حَدَّثَنَا مُحَمَّدُ بْنُ فُضَيْلٍ عَنْ الْوَلِيدِ بْنِ جُمَيْعٍ عَنْ أَبِي الطُّفَيْلِ قَالَ لَمَّا قُبِضَ رَسُولُ اللَّهِ صَلَّى اللَّهُ عَلَيْهِ وَسَلَّمَ أَرْسَلَتْ فَاطِمَةُ إِلَى أَبِي بَكْرٍ أَنْتَ وَرِثْتَ رَسُولَ اللَّهِ صَلَّى اللَّهُ عَلَيْهِ وَسَلَّمَ أَمْ أَهْلُهُ قَالَ فَقَالَ لَا بَلْ أَهْلُهُ قَالَتْ فَأَيْنَ سَهْمُ رَسُولِ اللَّهِ صَلَّى اللَّهُ عَلَيْهِ وَسَلَّمَ قَالَ فَقَالَ أَبُو بَكْرٍ إِنِّي سَمِعْتُ رَسُولَ اللَّهِ صَلَّى اللَّهُ عَلَيْهِ وَسَلَّمَ يَقُولُ إِنَّ اللَّهَ عَزَّ وَجَلَّ إِذَا أَطْعَمَ نَبِيًّا طُعْمَةً ثُمَّ قَبَضَهُ جَعَلَهُ لِلَّذِي يَقُومُ مِنْ بَعْدِهِ فَرَأَيْتُ أَنْ أَرُدَّهُ عَلَى الْمُسْلِمِينَ فَقَالَتْ فَأَنْتَ وَمَا سَمِعْتَ مِنْ رَسُولِ اللَّهِ صَلَّى اللَّهُ عَلَيْهِ وَسَلَّمَ أَعْلَمُ [40, 1162, 904, 1209]
books-carousel [0, 0, 944, 187]
count-label: AhadithNumber: [52, 90, 142, 101]
hadith-text: حَدَّثَنَا يَحْيَى بْنُ سَعِيدٍ عَنْ هِشَامٍ قَالَ أَخْبَرَنِي أَبِي عَنْ عُثْمَانَ بْنِ عَفَّانَ قَالَ قَالَ رَسُولُ اللَّهِ صَلَّى اللَّهُ عَلَيْهِ وَسَلَّمَ لَا يَتَوَضَّأُ رَجُلٌ مُسْلِمٌ فَيُحْسِنُ الْوُضُوءَ فَيُصَلِّي صَلَاةً إِلَّا غَفَرَ اللَّهُ لَهُ مَا بَيْنَهُ وَبَيْنَ الصَّلَاةِ الَّتِي تَلِيهَا [100, 2173, 904, 2184]
